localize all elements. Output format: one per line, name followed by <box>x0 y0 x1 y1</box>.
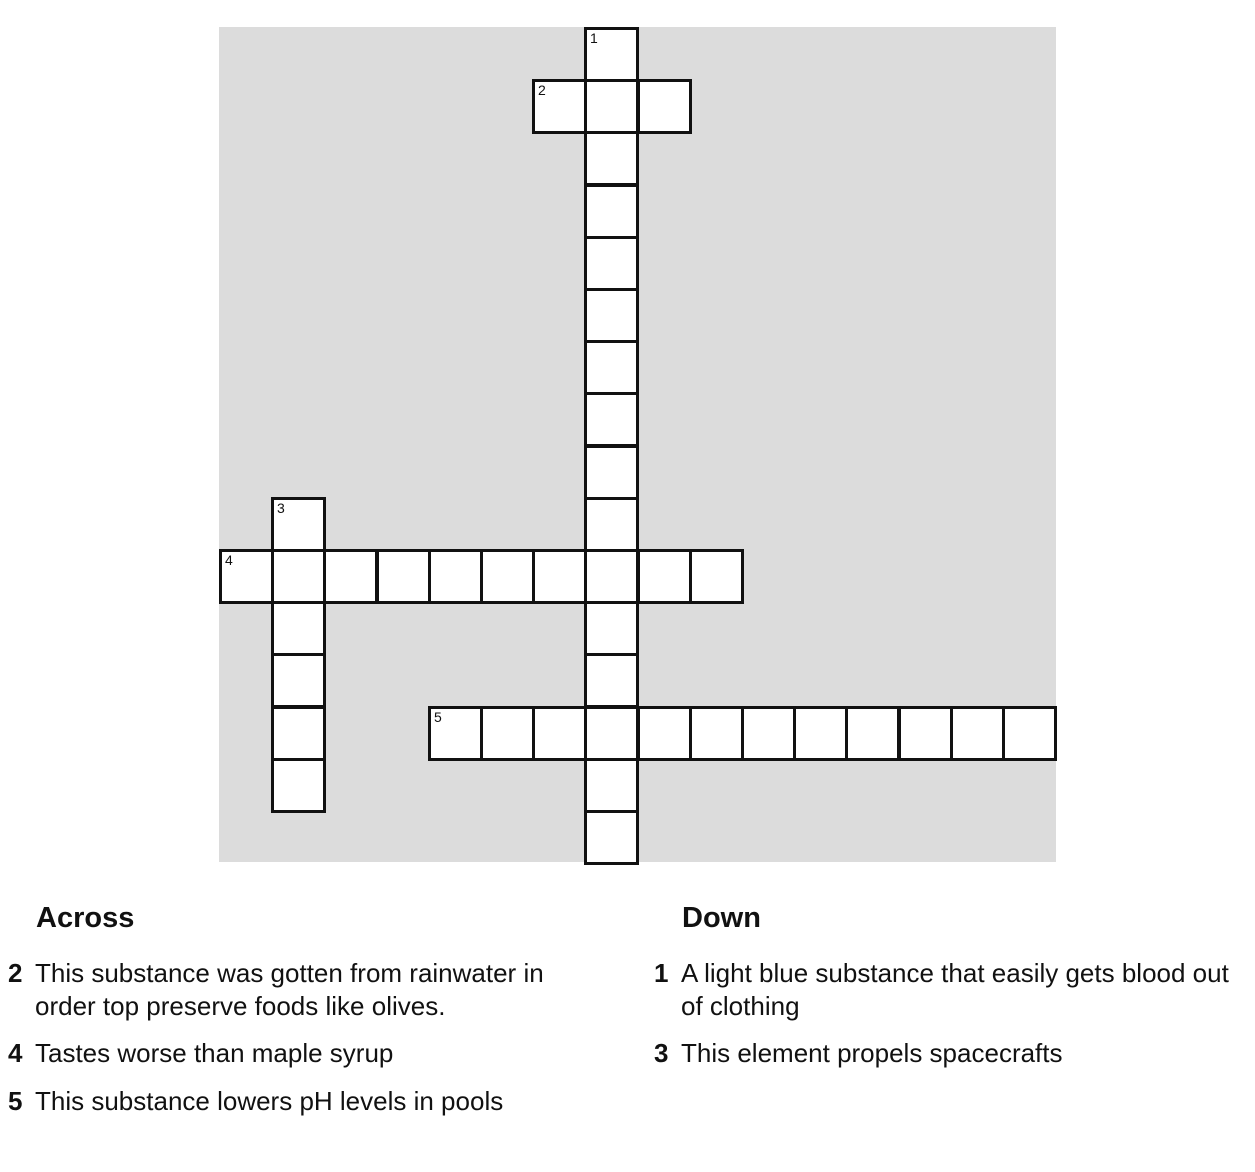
grid-cell[interactable] <box>532 79 587 134</box>
grid-cell[interactable] <box>584 184 639 239</box>
down-clue-1 <box>654 957 1234 1023</box>
across-clue-5 <box>8 1085 608 1118</box>
grid-cell[interactable] <box>584 549 639 604</box>
grid-cell[interactable] <box>323 549 378 604</box>
down-heading: Down <box>682 902 761 934</box>
grid-cell[interactable] <box>689 706 744 761</box>
down-clue-3 <box>654 1037 1234 1070</box>
grid-cell[interactable] <box>845 706 900 761</box>
grid-cell[interactable] <box>584 497 639 552</box>
grid-cell[interactable] <box>271 653 326 708</box>
clue-number: 5 <box>8 1086 23 1116</box>
grid-cell[interactable] <box>428 706 483 761</box>
grid-cell[interactable] <box>584 810 639 865</box>
cell-number: 4 <box>225 552 233 568</box>
grid-cell[interactable] <box>271 601 326 656</box>
across-heading: Across <box>36 902 135 934</box>
grid-cell[interactable] <box>584 236 639 291</box>
grid-cell[interactable] <box>532 706 587 761</box>
grid-cell[interactable] <box>532 549 587 604</box>
clue-text: This substance was gotten from rainwater in order top preserve foods like olives. <box>35 958 544 1021</box>
grid-cell[interactable] <box>584 27 639 82</box>
grid-cell[interactable] <box>689 549 744 604</box>
clue-number: 3 <box>654 1038 669 1068</box>
cell-number: 5 <box>434 709 442 725</box>
grid-cell[interactable] <box>584 131 639 186</box>
across-clue-2 <box>8 957 608 1023</box>
grid-cell[interactable] <box>584 706 639 761</box>
grid-cell[interactable] <box>584 79 639 134</box>
cell-number: 3 <box>277 500 285 516</box>
clue-number: 1 <box>654 958 669 988</box>
grid-cell[interactable] <box>584 392 639 447</box>
grid-cell[interactable] <box>271 706 326 761</box>
grid-cell[interactable] <box>219 549 274 604</box>
grid-cell[interactable] <box>637 549 692 604</box>
grid-cell[interactable] <box>1002 706 1057 761</box>
clue-text: Tastes worse than maple syrup <box>35 1038 394 1068</box>
grid-cell[interactable] <box>480 706 535 761</box>
clue-number: 4 <box>8 1038 23 1068</box>
grid-cell[interactable] <box>584 758 639 813</box>
grid-cell[interactable] <box>584 445 639 500</box>
grid-cell[interactable] <box>637 706 692 761</box>
grid-cell[interactable] <box>428 549 483 604</box>
clue-number: 2 <box>8 958 23 988</box>
grid-cell[interactable] <box>584 653 639 708</box>
cell-number: 1 <box>590 30 598 46</box>
grid-cell[interactable] <box>584 288 639 343</box>
grid-cell[interactable] <box>584 601 639 656</box>
clue-text: A light blue substance that easily gets blood out of clothing <box>681 958 1229 1021</box>
grid-cell[interactable] <box>741 706 796 761</box>
grid-cell[interactable] <box>637 79 692 134</box>
cell-number: 2 <box>538 82 546 98</box>
grid-cell[interactable] <box>898 706 953 761</box>
across-clue-4 <box>8 1037 608 1070</box>
grid-cell[interactable] <box>271 549 326 604</box>
grid-cell[interactable] <box>950 706 1005 761</box>
grid-cell[interactable] <box>271 497 326 552</box>
grid-cell[interactable] <box>793 706 848 761</box>
grid-cell[interactable] <box>376 549 431 604</box>
grid-cell[interactable] <box>271 758 326 813</box>
clue-text: This substance lowers pH levels in pools <box>35 1086 504 1116</box>
grid-cell[interactable] <box>584 340 639 395</box>
clue-text: This element propels spacecrafts <box>681 1038 1063 1068</box>
crossword-grid <box>219 27 1056 862</box>
grid-cell[interactable] <box>480 549 535 604</box>
